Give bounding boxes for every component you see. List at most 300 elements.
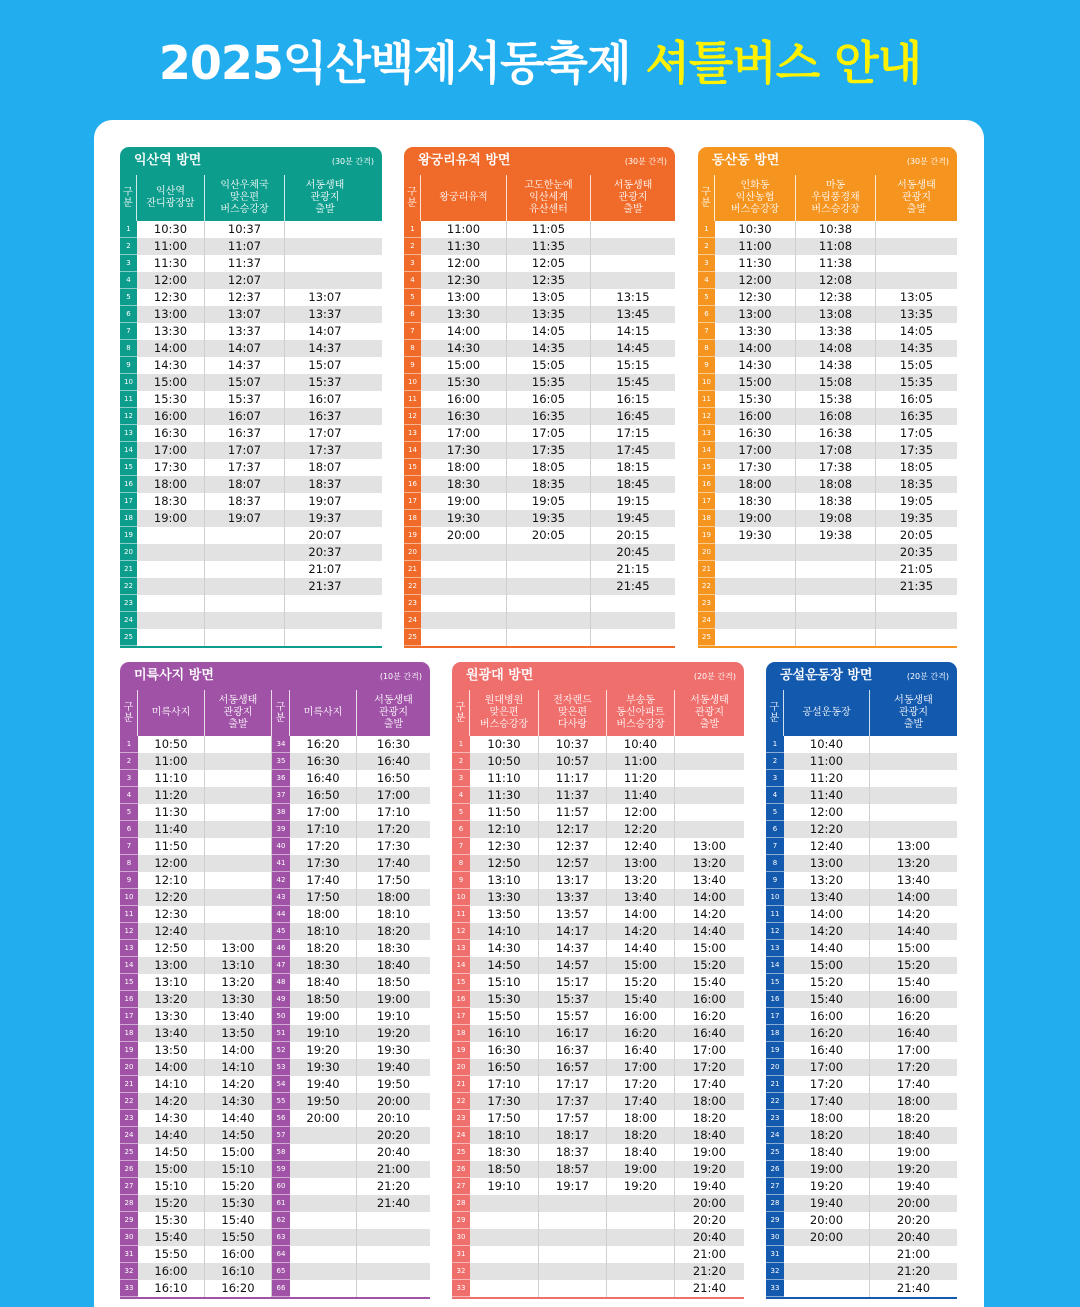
time-cell: 13:35 [507, 306, 591, 323]
table-row [698, 442, 957, 459]
table-row [120, 1008, 430, 1025]
time-cell [607, 1229, 675, 1246]
row-number: 32 [766, 1263, 784, 1280]
time-cell: 16:05 [899, 392, 934, 406]
time-cell [357, 1246, 430, 1263]
time-cell: 16:20 [896, 1009, 931, 1023]
row-number: 11 [452, 906, 470, 923]
time-cell: 15:00 [692, 941, 727, 955]
time-cell: 14:40 [607, 940, 675, 957]
time-cell: 20:37 [308, 545, 342, 559]
time-cell: 16:37 [539, 1042, 607, 1059]
time-cell [205, 753, 272, 770]
time-cell: 12:17 [539, 821, 607, 838]
time-cell [470, 1195, 539, 1212]
time-cell: 18:40 [607, 1144, 675, 1161]
time-cell: 15:00 [205, 1144, 272, 1161]
time-cell: 13:20 [205, 974, 272, 991]
column-header: 공설운동장 [784, 690, 870, 736]
time-cell: 11:40 [607, 787, 675, 804]
row-number: 19 [766, 1042, 784, 1059]
time-cell [715, 612, 796, 629]
time-cell: 18:20 [896, 1111, 931, 1125]
time-cell: 16:30 [470, 1042, 539, 1059]
time-cell [205, 595, 285, 612]
table-row [404, 221, 675, 238]
time-cell [137, 561, 205, 578]
row-number: 29 [120, 1212, 138, 1229]
table-row [120, 221, 382, 238]
table-row [766, 1178, 957, 1195]
table-row [120, 906, 430, 923]
time-cell: 17:30 [290, 855, 357, 872]
row-number: 3 [404, 255, 421, 272]
table-row [120, 595, 382, 612]
panel-header [452, 662, 744, 690]
row-number: 31 [120, 1246, 138, 1263]
time-cell: 13:20 [607, 872, 675, 889]
time-cell: 14:40 [784, 940, 870, 957]
row-number: 10 [452, 889, 470, 906]
time-cell: 13:10 [138, 974, 205, 991]
row-number: 12 [766, 923, 784, 940]
time-cell: 18:20 [290, 940, 357, 957]
time-cell: 19:05 [899, 494, 934, 508]
time-cell [285, 238, 365, 255]
row-number: 19 [120, 1042, 138, 1059]
table-row [120, 753, 430, 770]
row-number: 6 [698, 306, 715, 323]
time-cell: 19:10 [290, 1025, 357, 1042]
time-cell [876, 255, 957, 272]
time-cell: 16:17 [539, 1025, 607, 1042]
time-cell: 15:00 [137, 374, 205, 391]
time-cell: 13:00 [421, 289, 507, 306]
time-cell [539, 1229, 607, 1246]
row-number: 7 [120, 838, 138, 855]
time-cell: 12:08 [796, 272, 876, 289]
row-number: 4 [452, 787, 470, 804]
row-number: 46 [272, 940, 290, 957]
time-cell [290, 1263, 357, 1280]
table-row [452, 736, 744, 753]
column-header: 서동생태 관광지 출발 [613, 180, 653, 215]
time-cell: 18:20 [607, 1127, 675, 1144]
time-cell: 16:00 [205, 1246, 272, 1263]
time-cell: 18:00 [784, 1110, 870, 1127]
time-cell: 12:37 [205, 289, 285, 306]
time-cell [607, 1280, 675, 1297]
table-row [120, 923, 430, 940]
row-number: 43 [272, 889, 290, 906]
time-cell: 12:38 [796, 289, 876, 306]
row-number: 15 [404, 459, 421, 476]
time-cell: 13:40 [896, 873, 931, 887]
time-cell: 18:08 [796, 476, 876, 493]
time-cell: 13:30 [470, 889, 539, 906]
time-cell: 17:00 [376, 788, 411, 802]
time-cell: 13:35 [899, 307, 934, 321]
time-cell: 13:05 [899, 290, 934, 304]
time-cell: 17:20 [376, 822, 411, 836]
time-cell: 15:38 [796, 391, 876, 408]
time-cell: 18:07 [205, 476, 285, 493]
time-cell: 18:40 [376, 958, 411, 972]
row-number: 1 [452, 736, 470, 753]
time-cell: 19:20 [896, 1162, 931, 1176]
timetable-panel [452, 662, 744, 1299]
row-number: 23 [120, 595, 137, 612]
time-cell: 16:10 [470, 1025, 539, 1042]
time-cell [715, 595, 796, 612]
panel-title: 왕궁리유적 방면 [418, 153, 511, 168]
table-row [766, 804, 957, 821]
time-cell: 21:45 [616, 579, 650, 593]
panel-header [766, 662, 957, 690]
time-cell: 18:00 [896, 1094, 931, 1108]
time-cell: 20:00 [896, 1196, 931, 1210]
time-cell [137, 629, 205, 646]
table-row [452, 1008, 744, 1025]
time-cell: 19:50 [290, 1093, 357, 1110]
row-number: 20 [766, 1059, 784, 1076]
time-cell: 14:00 [138, 1059, 205, 1076]
time-cell: 20:00 [421, 527, 507, 544]
row-number: 28 [452, 1195, 470, 1212]
time-cell: 12:07 [205, 272, 285, 289]
time-cell: 11:20 [607, 770, 675, 787]
table-row [120, 889, 430, 906]
time-cell: 18:35 [507, 476, 591, 493]
time-cell: 12:35 [507, 272, 591, 289]
row-number: 23 [698, 595, 715, 612]
time-cell: 13:50 [138, 1042, 205, 1059]
time-cell: 11:10 [470, 770, 539, 787]
table-row [766, 838, 957, 855]
time-cell: 15:57 [539, 1008, 607, 1025]
table-row [120, 991, 430, 1008]
time-cell [591, 629, 675, 646]
time-cell: 13:05 [507, 289, 591, 306]
row-number: 23 [120, 1110, 138, 1127]
time-cell: 20:00 [290, 1110, 357, 1127]
time-cell: 21:15 [616, 562, 650, 576]
table-row [698, 493, 957, 510]
table-row [452, 1127, 744, 1144]
table-row [404, 612, 675, 629]
table-row [120, 289, 382, 306]
row-number: 59 [272, 1161, 290, 1178]
row-number: 15 [120, 974, 138, 991]
panel-title: 공설운동장 방면 [780, 668, 873, 683]
time-cell: 15:05 [507, 357, 591, 374]
time-cell: 21:00 [896, 1247, 931, 1261]
time-cell: 21:20 [896, 1264, 931, 1278]
time-cell: 11:17 [539, 770, 607, 787]
row-number: 24 [120, 1127, 138, 1144]
time-cell [285, 221, 365, 238]
row-number: 25 [766, 1144, 784, 1161]
time-cell: 12:30 [138, 906, 205, 923]
table-row [452, 1042, 744, 1059]
time-cell: 17:20 [692, 1060, 727, 1074]
time-cell: 19:00 [896, 1145, 931, 1159]
table-row [120, 1093, 430, 1110]
time-cell: 11:05 [507, 221, 591, 238]
time-cell: 12:57 [539, 855, 607, 872]
column-header-row [766, 690, 957, 736]
time-cell: 18:10 [376, 907, 411, 921]
time-cell: 17:15 [616, 426, 650, 440]
time-cell: 15:10 [470, 974, 539, 991]
time-cell: 16:08 [796, 408, 876, 425]
time-cell: 17:40 [376, 856, 411, 870]
table-row [120, 578, 382, 595]
time-cell: 15:20 [607, 974, 675, 991]
time-cell: 17:00 [784, 1059, 870, 1076]
time-cell: 17:35 [899, 443, 934, 457]
time-cell: 16:40 [896, 1026, 931, 1040]
row-number: 12 [698, 408, 715, 425]
time-cell: 13:10 [205, 957, 272, 974]
time-cell: 17:08 [796, 442, 876, 459]
row-number: 16 [452, 991, 470, 1008]
row-number: 14 [452, 957, 470, 974]
table-row [404, 289, 675, 306]
time-cell: 13:37 [205, 323, 285, 340]
row-number: 9 [120, 872, 138, 889]
time-cell: 15:20 [692, 958, 727, 972]
time-cell: 17:07 [308, 426, 342, 440]
time-cell: 14:00 [692, 890, 727, 904]
time-cell: 19:10 [470, 1178, 539, 1195]
time-cell: 14:40 [205, 1110, 272, 1127]
time-cell [784, 1263, 870, 1280]
table-row [452, 855, 744, 872]
time-cell [205, 527, 285, 544]
row-number: 9 [120, 357, 137, 374]
time-cell: 15:10 [205, 1161, 272, 1178]
time-cell: 12:20 [784, 821, 870, 838]
time-cell: 11:50 [470, 804, 539, 821]
table-row [404, 510, 675, 527]
table-row [452, 889, 744, 906]
time-cell: 15:17 [539, 974, 607, 991]
row-number: 58 [272, 1144, 290, 1161]
time-cell [137, 612, 205, 629]
time-cell [715, 629, 796, 646]
panel-bottom-bar [120, 646, 382, 648]
time-cell: 18:45 [616, 477, 650, 491]
row-number: 23 [404, 595, 421, 612]
time-cell [421, 595, 507, 612]
table-row [120, 957, 430, 974]
column-header-number: 구 분 [766, 690, 784, 736]
row-number: 15 [120, 459, 137, 476]
time-cell [675, 736, 744, 753]
row-number: 1 [120, 221, 137, 238]
row-number: 14 [766, 957, 784, 974]
row-number: 13 [404, 425, 421, 442]
time-cell: 17:10 [376, 805, 411, 819]
time-cell: 14:08 [796, 340, 876, 357]
time-cell: 17:00 [290, 804, 357, 821]
time-cell: 19:40 [896, 1179, 931, 1193]
time-cell: 17:38 [796, 459, 876, 476]
table-row [766, 770, 957, 787]
time-cell: 14:10 [205, 1059, 272, 1076]
column-header: 익산역 잔디광장앞 [137, 175, 205, 221]
time-cell [285, 255, 365, 272]
time-cell: 18:17 [539, 1127, 607, 1144]
time-cell [470, 1229, 539, 1246]
time-cell: 19:30 [715, 527, 796, 544]
row-number: 2 [120, 238, 137, 255]
row-number: 6 [452, 821, 470, 838]
time-cell: 18:10 [470, 1127, 539, 1144]
time-cell: 16:30 [290, 753, 357, 770]
table-row [452, 1280, 744, 1297]
time-cell [205, 629, 285, 646]
row-number: 21 [698, 561, 715, 578]
row-number: 7 [766, 838, 784, 855]
table-row [766, 1059, 957, 1076]
row-number: 13 [120, 940, 138, 957]
time-cell [137, 544, 205, 561]
time-cell [796, 595, 876, 612]
row-number: 10 [120, 374, 137, 391]
time-cell [290, 1195, 357, 1212]
column-header: 구 분 [272, 690, 290, 736]
time-cell: 17:00 [715, 442, 796, 459]
table-row [698, 527, 957, 544]
title-highlight: 셔틀버스 안내 [645, 36, 922, 90]
time-cell: 15:10 [138, 1178, 205, 1195]
time-cell: 14:00 [421, 323, 507, 340]
row-number: 9 [452, 872, 470, 889]
time-cell: 18:10 [290, 923, 357, 940]
time-cell: 20:40 [692, 1230, 727, 1244]
time-cell: 17:05 [507, 425, 591, 442]
panel-bottom-bar [404, 646, 675, 648]
time-cell [205, 787, 272, 804]
time-cell: 20:00 [376, 1094, 411, 1108]
time-cell: 19:38 [796, 527, 876, 544]
time-cell: 12:00 [137, 272, 205, 289]
time-cell: 19:17 [539, 1178, 607, 1195]
time-cell: 14:38 [796, 357, 876, 374]
table-row [120, 238, 382, 255]
time-cell: 12:40 [138, 923, 205, 940]
time-cell: 19:37 [308, 511, 342, 525]
row-number: 23 [766, 1110, 784, 1127]
table-row [698, 595, 957, 612]
time-cell: 16:20 [692, 1009, 727, 1023]
time-cell [675, 787, 744, 804]
time-cell: 19:50 [376, 1077, 411, 1091]
time-cell: 18:57 [539, 1161, 607, 1178]
time-cell [205, 561, 285, 578]
row-number: 53 [272, 1059, 290, 1076]
time-cell [205, 889, 272, 906]
time-cell: 15:35 [899, 375, 934, 389]
time-cell [285, 595, 365, 612]
time-cell: 19:00 [137, 510, 205, 527]
row-number: 21 [404, 561, 421, 578]
time-cell: 13:40 [692, 873, 727, 887]
time-cell [285, 629, 365, 646]
time-cell: 20:00 [784, 1212, 870, 1229]
time-cell: 11:30 [138, 804, 205, 821]
time-cell: 19:40 [290, 1076, 357, 1093]
time-cell: 12:05 [507, 255, 591, 272]
row-number: 17 [120, 493, 137, 510]
table-row [404, 459, 675, 476]
time-cell: 13:45 [616, 307, 650, 321]
table-row [698, 544, 957, 561]
row-number: 17 [452, 1008, 470, 1025]
time-cell: 13:20 [138, 991, 205, 1008]
time-cell: 13:17 [539, 872, 607, 889]
table-row [120, 255, 382, 272]
time-cell: 18:38 [796, 493, 876, 510]
row-number: 37 [272, 787, 290, 804]
row-number: 42 [272, 872, 290, 889]
table-row [698, 391, 957, 408]
time-cell: 18:40 [784, 1144, 870, 1161]
time-cell [421, 544, 507, 561]
time-cell: 13:00 [784, 855, 870, 872]
row-number: 8 [120, 340, 137, 357]
row-number: 11 [120, 906, 138, 923]
time-cell: 10:30 [715, 221, 796, 238]
time-cell: 13:37 [539, 889, 607, 906]
time-cell: 16:10 [205, 1263, 272, 1280]
time-cell: 17:40 [896, 1077, 931, 1091]
time-cell [876, 595, 957, 612]
row-number: 2 [120, 753, 138, 770]
time-cell: 12:40 [607, 838, 675, 855]
time-cell [796, 561, 876, 578]
time-cell [870, 821, 957, 838]
time-cell: 13:30 [421, 306, 507, 323]
row-number: 11 [698, 391, 715, 408]
time-cell: 16:00 [421, 391, 507, 408]
time-cell: 13:30 [205, 991, 272, 1008]
table-row [120, 442, 382, 459]
row-number: 12 [404, 408, 421, 425]
row-number: 11 [766, 906, 784, 923]
time-cell: 12:30 [715, 289, 796, 306]
time-cell [205, 544, 285, 561]
row-number: 7 [404, 323, 421, 340]
time-cell: 16:30 [137, 425, 205, 442]
table-row [120, 1178, 430, 1195]
panel-interval: (30분 간격) [906, 157, 949, 166]
table-row [120, 391, 382, 408]
row-number: 41 [272, 855, 290, 872]
table-row [452, 906, 744, 923]
time-cell: 15:20 [784, 974, 870, 991]
table-row [120, 340, 382, 357]
table-row [404, 408, 675, 425]
time-cell [876, 221, 957, 238]
row-number: 64 [272, 1246, 290, 1263]
time-cell: 13:07 [308, 290, 342, 304]
row-number: 4 [766, 787, 784, 804]
time-cell: 17:45 [616, 443, 650, 457]
time-cell: 15:40 [205, 1212, 272, 1229]
